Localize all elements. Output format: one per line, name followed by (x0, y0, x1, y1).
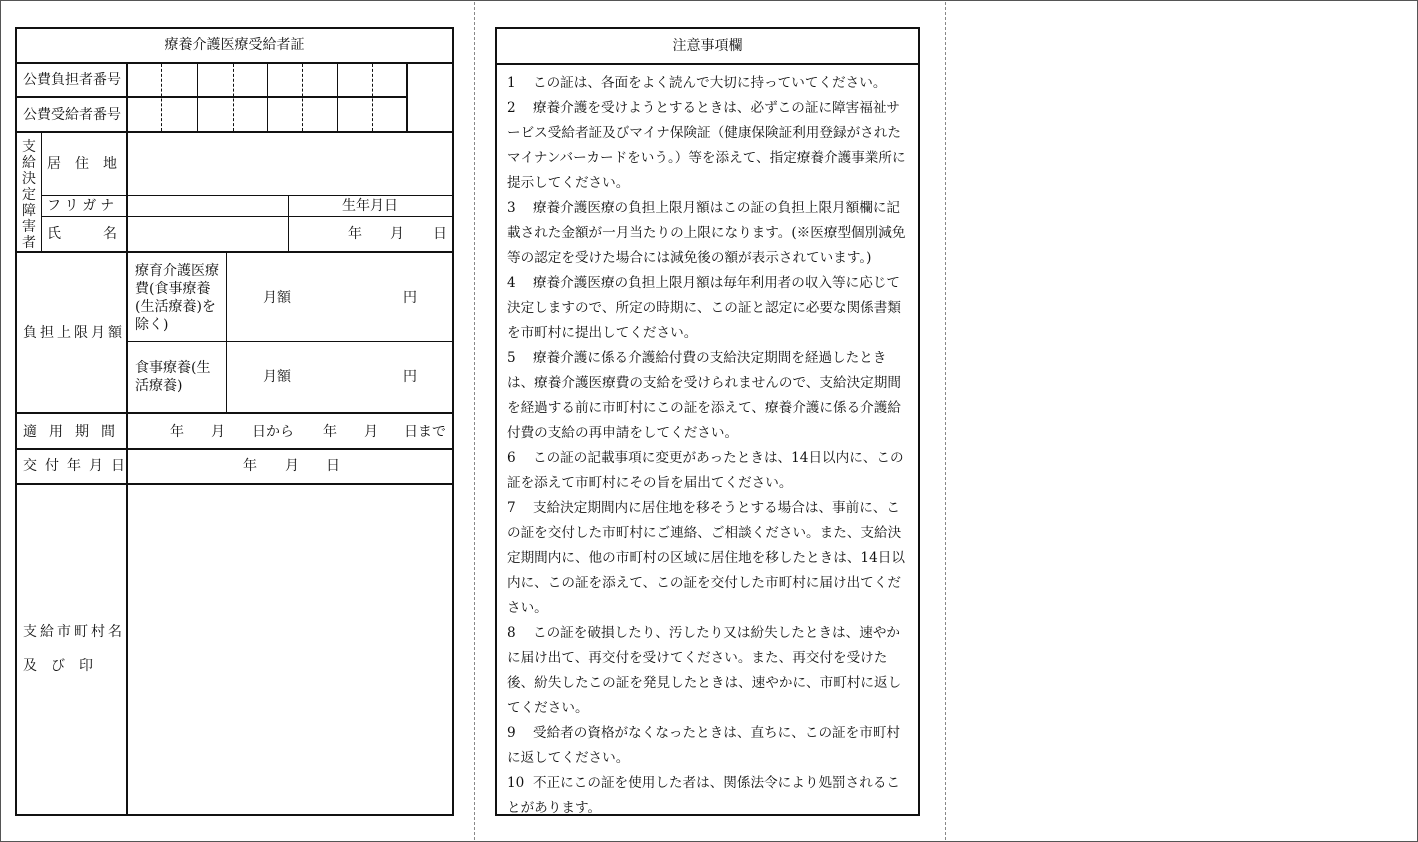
note-number: 5 (507, 350, 516, 366)
note-number: 4 (507, 275, 516, 291)
birth-day: 日 (433, 226, 447, 242)
note-item (507, 446, 912, 496)
limit-row-label-line: 療育介護医療 (135, 263, 219, 279)
notes-list (497, 65, 918, 821)
note-text: 療養介護に係る介護給付費の支給決定期間を経過したときは、療養介護医療費の支給を受けられませんので、支給決定期間を経過する前に市町村にこの証を添えて、療養介護に係る介護給付費の支給の再申請をしてください。 (507, 350, 901, 441)
row-divider (15, 96, 408, 98)
note-item (507, 771, 912, 821)
digit-separator (197, 64, 198, 131)
limit-row-2-monthly: 月額 (263, 369, 291, 385)
certificate-title: 療養介護医療受給者証 (164, 37, 305, 53)
subject-group-label (17, 139, 41, 251)
note-number: 1 (507, 75, 516, 91)
row-divider (15, 483, 454, 485)
note-text: 療養介護を受けようとするときは、必ずこの証に障害福祉サービス受給者証及びマイナ保険証（健康保険証利用登録がされたマイナンバーカードをいう。）等を添えて、指定療養介護事業所に提示してください。 (507, 100, 906, 191)
period-month-1: 月 (211, 424, 225, 440)
note-item (507, 96, 912, 196)
border-bottom (15, 814, 454, 816)
note-text: この証は、各面をよく読んで大切に持っていてください。 (533, 75, 887, 91)
subject-group-char: 者 (22, 235, 36, 251)
row-divider (15, 131, 454, 133)
note-item (507, 721, 912, 771)
note-item (507, 346, 912, 446)
border-right (452, 27, 454, 816)
residence-label: 居 住 地 (47, 156, 117, 172)
note-item (507, 271, 912, 346)
number-box-end (406, 62, 408, 133)
limit-row-1-label (135, 262, 219, 334)
name-label: 氏 名 (47, 226, 117, 242)
subject-group-char: 定 (22, 187, 36, 203)
row-divider (15, 412, 454, 414)
period-year-1: 年 (170, 424, 184, 440)
subject-group-char: 給 (22, 155, 36, 171)
note-text: この証を破損したり、汚したり又は紛失したときは、速やかに届け出て、再交付を受けてください。また、再交付を受けた後、紛失したこの証を発見したときは、速やかに、市町村に返してください。 (507, 625, 902, 716)
period-month-2: 月 (364, 424, 378, 440)
row-divider (15, 448, 454, 450)
limit-row-label-line: 食事療養(生 (135, 360, 211, 376)
period-day-2: 日まで (404, 424, 446, 440)
municipality-label: 支給市町村名 (23, 624, 125, 640)
note-number: 6 (507, 450, 516, 466)
subject-group-char: 害 (22, 219, 36, 235)
limit-row-label-line: 活療養) (135, 378, 183, 394)
row-divider (126, 341, 452, 342)
digit-separator (302, 64, 303, 131)
note-text: 支給決定期間内に居住地を移そうとする場合は、事前に、この証を交付した市町村にご連絡、ご相談ください。また、支給決定期間内に、他の市町村の区域に居住地を移したときは、14日以内に、この証を添えて、この証を交付した市町村に届け出てください。 (507, 500, 905, 616)
note-number: 7 (507, 500, 516, 516)
notes-panel (495, 27, 920, 816)
note-text: 受給者の資格がなくなったときは、直ちに、この証を市町村に返してください。 (507, 725, 901, 766)
issue-day: 日 (326, 458, 340, 474)
note-number: 9 (507, 725, 516, 741)
issue-date-label: 交付年月日 (23, 458, 133, 474)
note-item (507, 621, 912, 721)
row-divider (41, 216, 452, 217)
subject-group-char: 決 (22, 171, 36, 187)
limit-row-2-label (135, 359, 210, 395)
note-text: この証の記載事項に変更があったときは、14日以内に、この証を添えて市町村にその旨を届出てください。 (507, 450, 904, 491)
issue-month: 月 (285, 458, 299, 474)
subject-group-char: 障 (22, 203, 36, 219)
fold-line-right (945, 2, 946, 840)
certificate-table (15, 27, 454, 816)
note-text: 療養介護医療の負担上限月額はこの証の負担上限月額欄に記載された金額が一月当たりの上限になります。(※医療型個別減免等の認定を受けた場合には減免後の額が表示されています。) (507, 200, 906, 266)
limit-row-label-line: (生活療養)を (135, 299, 216, 315)
birth-month: 月 (390, 226, 404, 242)
digit-separator (372, 64, 373, 131)
limit-row-label-line: 除く) (135, 317, 169, 333)
note-number: 8 (507, 625, 516, 641)
note-item (507, 496, 912, 621)
limit-label: 負担上限月額 (23, 325, 125, 341)
public-recipient-number-label: 公費受給者番号 (23, 107, 121, 123)
note-number: 3 (507, 200, 516, 216)
subject-group-char: 支 (22, 139, 36, 155)
furigana-label: フリガナ (47, 198, 119, 214)
note-item (507, 71, 912, 96)
digit-separator (161, 64, 162, 131)
note-text: 不正にこの証を使用した者は、関係法令により処罰されることがあります。 (507, 775, 901, 816)
limit-row-1-monthly: 月額 (263, 290, 291, 306)
digit-separator (233, 64, 234, 131)
period-year-2: 年 (323, 424, 337, 440)
row-divider (15, 251, 454, 253)
note-item (507, 196, 912, 271)
issue-year: 年 (243, 458, 257, 474)
notes-title: 注意事項欄 (497, 29, 918, 65)
public-payer-number-label: 公費負担者番号 (23, 72, 121, 88)
limit-divider (226, 253, 227, 413)
subject-group-divider (41, 133, 42, 251)
digit-separator (337, 64, 338, 131)
limit-row-1-yen: 円 (403, 290, 417, 306)
fold-line-left (474, 2, 475, 840)
note-number: 10 (507, 775, 525, 791)
border-top (15, 27, 454, 29)
note-number: 2 (507, 100, 516, 116)
seal-label: 及 び 印 (23, 658, 93, 674)
birth-year: 年 (348, 226, 362, 242)
period-day-1: 日から (252, 424, 294, 440)
birthdate-label: 生年月日 (342, 198, 398, 214)
note-text: 療養介護医療の負担上限月額は毎年利用者の収入等に応じて決定しますので、所定の時期に、この証と認定に必要な関係書類を市町村に提出してください。 (507, 275, 901, 341)
period-label: 適用期間 (23, 424, 127, 440)
row-divider (15, 62, 454, 64)
limit-row-2-yen: 円 (403, 369, 417, 385)
limit-row-label-line: 費(食事療養 (135, 281, 211, 297)
digit-separator (267, 64, 268, 131)
